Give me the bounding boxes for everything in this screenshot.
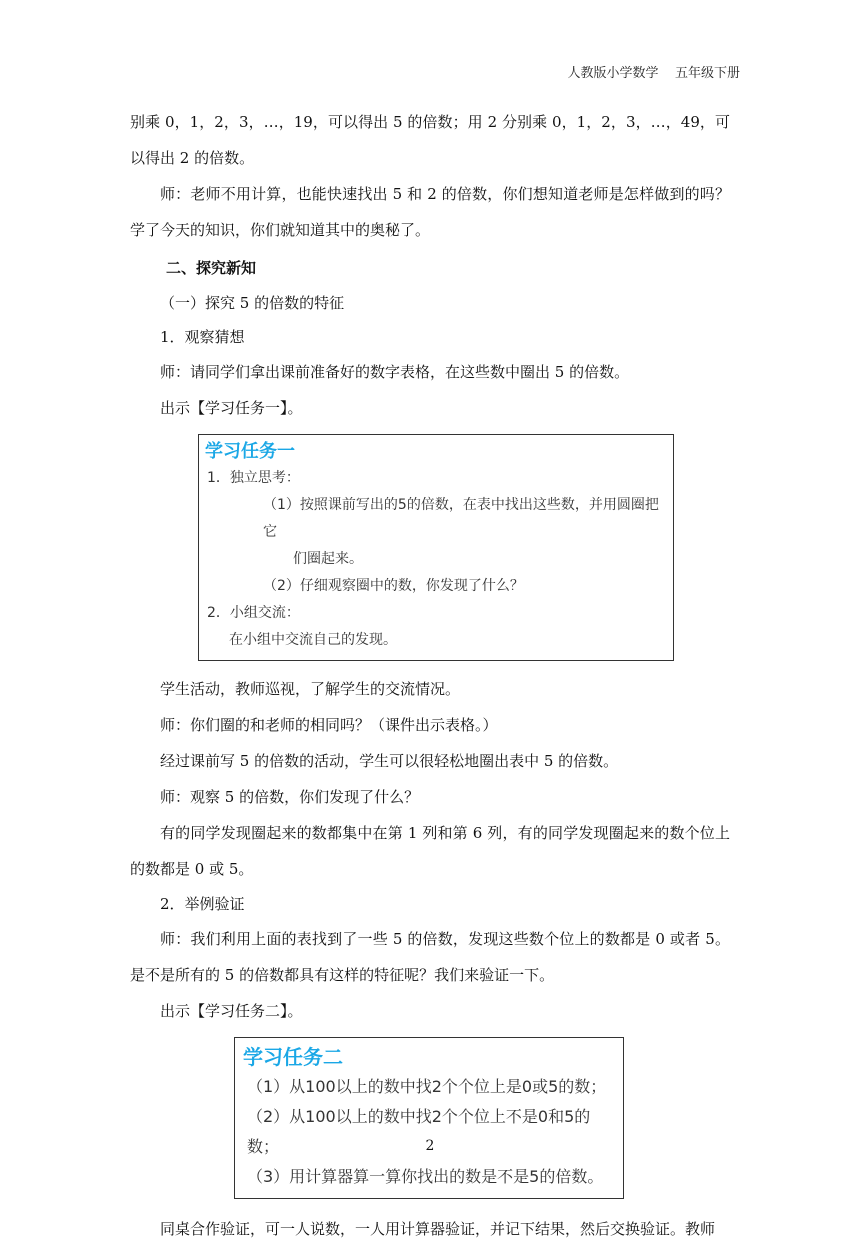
- subsection-heading: （一）探究 5 的倍数的特征: [160, 294, 345, 312]
- paragraph-2: 师：老师不用计算，也能快速找出 5 和 2 的倍数，你们想知道老师是怎样做到的吗？学了今天的知识，你们就知道其中的奥秘了。: [130, 185, 730, 239]
- paragraph-9: 有的同学发现圈起来的数都集中在第 1 列和第 6 列，有的同学发现圈起来的数个位上的数都是 0 或 5。: [130, 824, 730, 878]
- paragraph-5: 学生活动，教师巡视，了解学生的交流情况。: [160, 680, 461, 698]
- paragraph-4: 出示【学习任务一】。: [160, 399, 303, 417]
- task2-item-3: （3）用计算器算一算你找出的数是不是5的倍数。: [247, 1167, 604, 1186]
- paragraph-8: 师：观察 5 的倍数，你们发现了什么？: [160, 788, 420, 806]
- task1-item-2-1: 在小组中交流自己的发现。: [229, 632, 397, 648]
- paragraph-11: 出示【学习任务二】。: [160, 1002, 303, 1020]
- learning-task-1-box: [198, 434, 674, 661]
- page-number: 2: [425, 1138, 435, 1154]
- paragraph-6: 师：你们圈的和老师的相同吗？（课件出示表格。）: [160, 716, 498, 734]
- task1-item-1-1-cont: 们圈起来。: [293, 551, 363, 567]
- page-content: [130, 104, 730, 1247]
- task1-item-1: 1．独立思考：: [207, 470, 300, 486]
- task1-item-1-2: （2）仔细观察圈中的数，你发现了什么？: [263, 578, 524, 594]
- task2-item-2: （2）从100以上的数中找2个个位上不是0和5的数；: [247, 1107, 591, 1156]
- paragraph-3: 师：请同学们拿出课前准备好的数字表格，在这些数中圈出 5 的倍数。: [160, 363, 630, 381]
- paragraph-12: 同桌合作验证，可一人说数，一人用计算器验证，并记下结果，然后交换验证。教师: [160, 1220, 716, 1238]
- page-header: [567, 62, 740, 81]
- paragraph-1: 别乘 0，1，2，3，…，19，可以得出 5 的倍数；用 2 分别乘 0，1，2，3，…，49，可以得出 2 的倍数。: [130, 113, 730, 167]
- task1-item-2: 2．小组交流：: [207, 605, 300, 621]
- section-heading: 二、探究新知: [166, 259, 257, 277]
- task2-item-1: （1）从100以上的数中找2个个位上是0或5的数；: [247, 1077, 607, 1096]
- learning-task-2-box: [234, 1037, 624, 1199]
- task2-title: 学习任务二: [243, 1045, 343, 1069]
- step-heading-2: 2．举例验证: [160, 895, 245, 913]
- paragraph-10: 师：我们利用上面的表找到了一些 5 的倍数，发现这些数个位上的数都是 0 或者 5。是不是所有的 5 的倍数都具有这样的特征呢？我们来验证一下。: [130, 930, 730, 984]
- header-volume: 五年级下册: [674, 66, 740, 81]
- paragraph-7: 经过课前写 5 的倍数的活动，学生可以很轻松地圈出表中 5 的倍数。: [160, 752, 619, 770]
- task1-title: 学习任务一: [205, 441, 295, 462]
- task1-item-1-1: （1）按照课前写出的5的倍数，在表中找出这些数，并用圆圈把它: [263, 497, 659, 540]
- step-heading-1: 1．观察猜想: [160, 328, 245, 346]
- header-title: 人教版小学数学: [567, 66, 659, 81]
